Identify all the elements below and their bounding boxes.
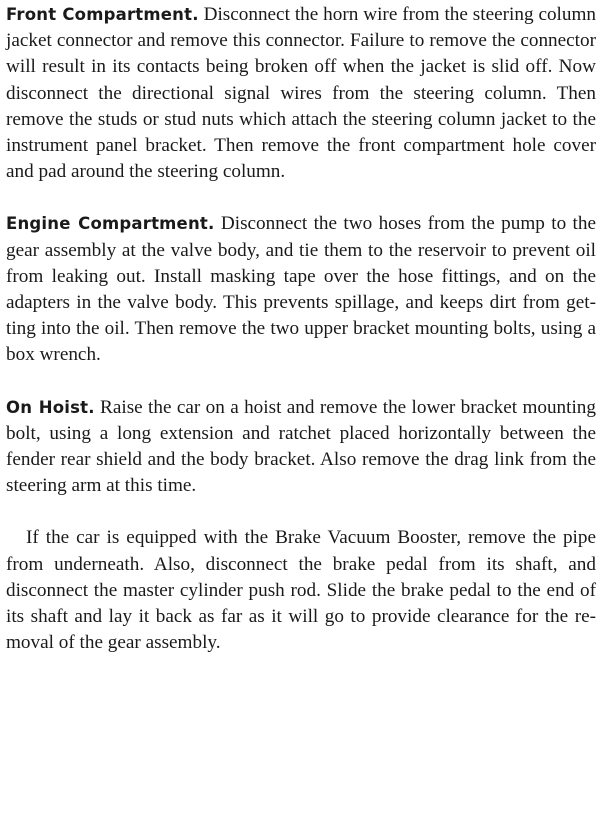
section-heading: On Hoist. xyxy=(6,397,95,417)
section-front-compartment xyxy=(6,2,596,185)
section-body: Disconnect the horn wire from the steering column jacket connector and remove this connector. Failure to remove the connector will result in its contacts being broken off when the jacket is slid off. Now disconnect the directional signal wires from the steering column. Then remove the studs or stud nuts which attach the steering column jacket to the instrument panel bracket. Then remove the front compartment hole cover and pad around the steering column. xyxy=(6,4,597,183)
document-page xyxy=(6,2,596,656)
section-heading: Front Compartment. xyxy=(6,5,199,24)
section-engine-compartment xyxy=(6,211,596,368)
section-body: Raise the car on a hoist and remove the lower bracket mounting bolt, using a long extension and ratchet placed horizontally between the fender rear shield and the body bracket. Also remove the drag link from the steering arm at this time. xyxy=(6,396,596,497)
final-paragraph: If the car is equipped with the Brake Vacuum Booster, remove the pipe from underneath. Also, disconnect the brake pedal from its shaft, and disconnect the master cylinder push rod. Slide the brake pedal to the end of its shaft and lay it back as far as it will go to provide clearance for the removal of the gear assembly. xyxy=(6,527,596,654)
section-body: Disconnect the two hoses from the pump to the gear assembly at the valve body, and tie them to the reservoir to prevent oil from leaking out. Install masking tape over the hose fittings, and on the adapters in the valve body. This prevents spillage, and keeps dirt from getting into the oil. Then remove the two upper bracket mounting bolts, using a box wrench. xyxy=(6,213,596,366)
section-on-hoist xyxy=(6,395,596,500)
section-heading: Engine Compartment. xyxy=(6,214,215,234)
